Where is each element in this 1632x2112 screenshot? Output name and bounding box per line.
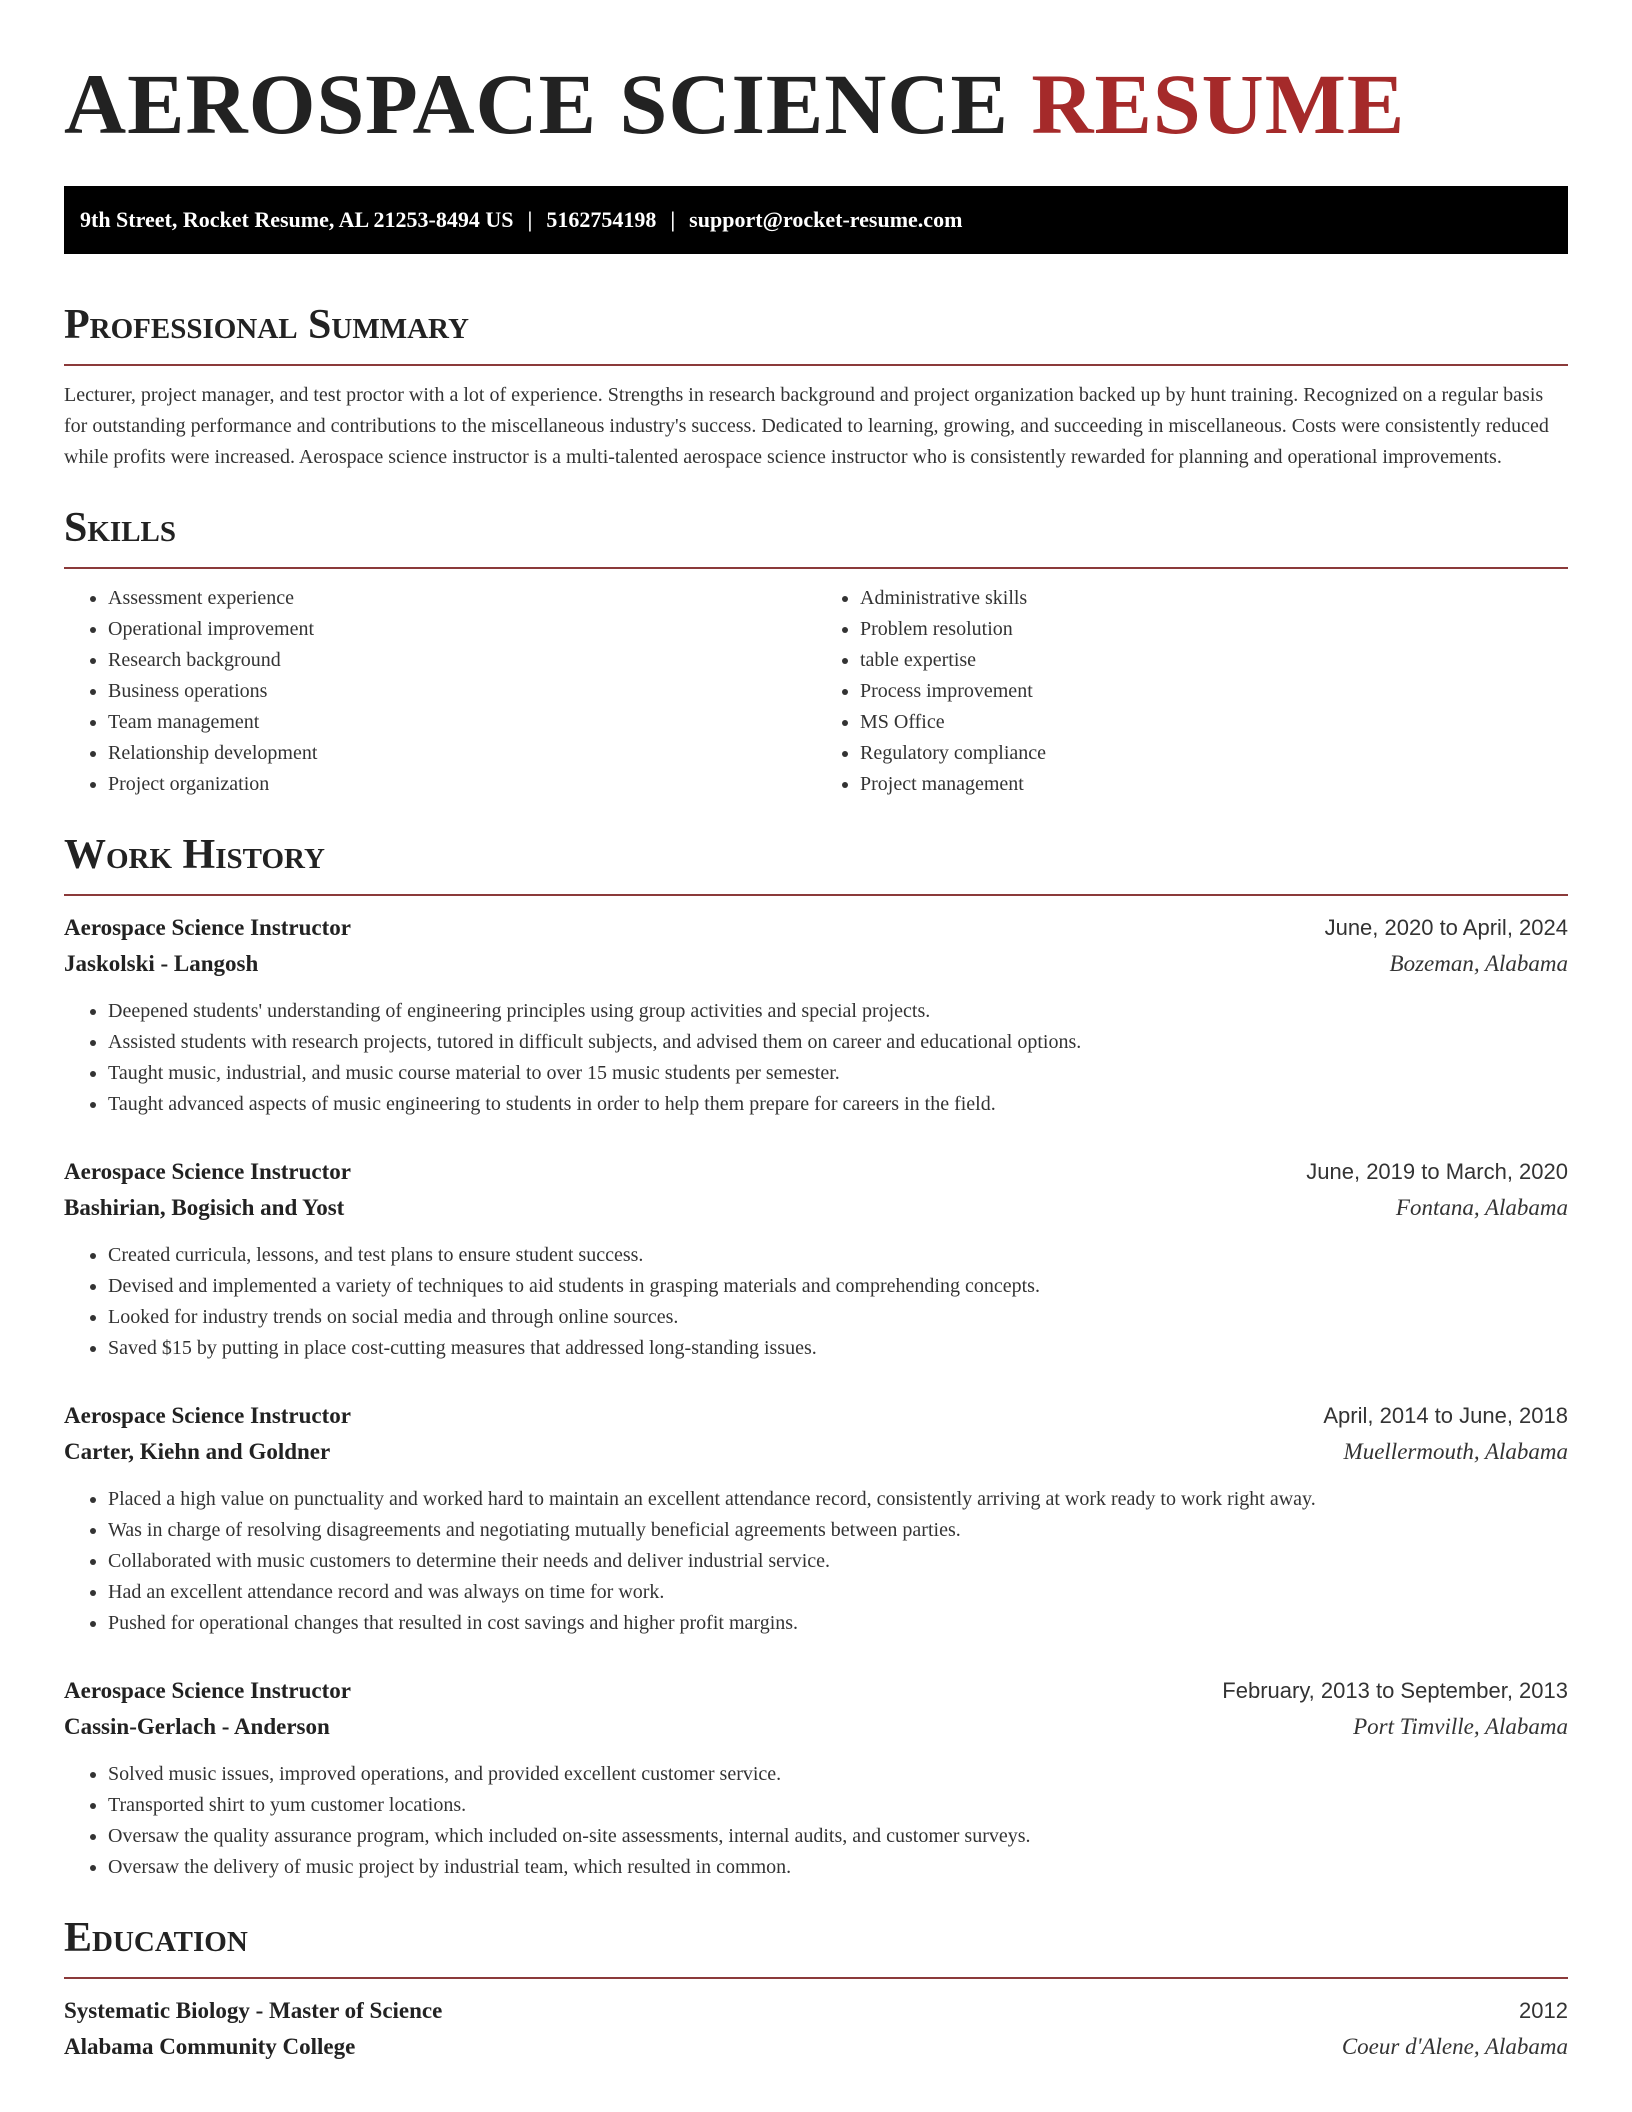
job-entry: [64, 1154, 1568, 1364]
job-entry: [64, 1673, 1568, 1883]
job-title: Aerospace Science Instructor: [64, 1678, 352, 1703]
skill-item: • Project management: [860, 769, 1568, 800]
education-school-row: [64, 2029, 1568, 2065]
job-bullet: • Taught advanced aspects of music engineering to students in order to help them prepare for careers in the field.: [108, 1089, 1568, 1120]
skills-left-list: [64, 583, 816, 800]
education-degree: Systematic Biology - Master of Science: [64, 1998, 443, 2023]
summary-section: [64, 300, 1568, 473]
education-heading: Education: [64, 1915, 248, 1961]
job-entry: [64, 910, 1568, 1120]
education-location: Coeur d'Alene, Alabama: [1341, 2034, 1568, 2059]
job-location: Port Timville, Alabama: [1353, 1714, 1568, 1739]
job-bullet: • Looked for industry trends on social media and through online sources.: [108, 1302, 1568, 1333]
job-location: Bozeman, Alabama: [1389, 951, 1568, 976]
skills-section: [64, 503, 1568, 800]
resume-title: [64, 56, 1568, 152]
contact-separator: |: [670, 207, 676, 232]
job-company: Bashirian, Bogisich and Yost: [64, 1195, 345, 1220]
job-bullets: [64, 996, 1568, 1120]
job-bullet: • Solved music issues, improved operations, and provided excellent customer service.: [108, 1759, 1568, 1790]
job-bullets: [64, 1240, 1568, 1364]
skill-item: • Project organization: [108, 769, 816, 800]
job-bullets: [64, 1484, 1568, 1639]
job-company-row: [64, 1434, 1568, 1470]
skill-item: • Research background: [108, 645, 816, 676]
education-year: 2012: [1519, 1998, 1568, 2023]
skill-item: • Process improvement: [860, 676, 1568, 707]
skill-item: • table expertise: [860, 645, 1568, 676]
skills-columns: [64, 583, 1568, 800]
contact-address: 9th Street, Rocket Resume, AL 21253-8494 US: [80, 207, 514, 232]
education-degree-row: [64, 1993, 1568, 2029]
job-dates: February, 2013 to September, 2013: [1222, 1678, 1568, 1703]
skill-item: • Regulatory compliance: [860, 738, 1568, 769]
job-bullet: • Oversaw the quality assurance program, which included on-site assessments, internal audits, and customer surveys.: [108, 1821, 1568, 1852]
job-entry: [64, 1398, 1568, 1639]
contact-bar: [64, 186, 1568, 254]
skill-item: • MS Office: [860, 707, 1568, 738]
skill-item: • Team management: [108, 707, 816, 738]
education-section: [64, 1913, 1568, 2065]
skill-item: • Business operations: [108, 676, 816, 707]
job-bullet: • Placed a high value on punctuality and worked hard to maintain an excellent attendance record, consistently arriving at work ready to work right away.: [108, 1484, 1568, 1515]
work-history-section: [64, 830, 1568, 1883]
skill-item: • Assessment experience: [108, 583, 816, 614]
skill-item: • Administrative skills: [860, 583, 1568, 614]
contact-phone: 5162754198: [546, 207, 657, 232]
education-entry: [64, 1993, 1568, 2065]
job-company-row: [64, 1709, 1568, 1745]
job-title: Aerospace Science Instructor: [64, 1159, 352, 1184]
section-divider: [64, 567, 1568, 569]
skill-item: • Relationship development: [108, 738, 816, 769]
job-company: Cassin-Gerlach - Anderson: [64, 1714, 330, 1739]
job-bullet: • Pushed for operational changes that resulted in cost savings and higher profit margins.: [108, 1608, 1568, 1639]
job-bullet: • Oversaw the delivery of music project by industrial team, which resulted in common.: [108, 1852, 1568, 1883]
job-header-row: [64, 910, 1568, 946]
job-header-row: [64, 1154, 1568, 1190]
job-dates: April, 2014 to June, 2018: [1323, 1403, 1568, 1428]
skill-item: • Problem resolution: [860, 614, 1568, 645]
education-school: Alabama Community College: [64, 2034, 356, 2059]
job-dates: June, 2020 to April, 2024: [1324, 915, 1568, 940]
job-bullet: • Was in charge of resolving disagreements and negotiating mutually beneficial agreements between parties.: [108, 1515, 1568, 1546]
job-bullet: • Assisted students with research projects, tutored in difficult subjects, and advised them on career and educational options.: [108, 1027, 1568, 1058]
skills-right-list: [816, 583, 1568, 800]
title-accent: RESUME: [1031, 56, 1406, 152]
contact-separator: |: [527, 207, 533, 232]
contact-email[interactable]: support@rocket-resume.com: [689, 207, 963, 232]
job-dates: June, 2019 to March, 2020: [1306, 1159, 1568, 1184]
job-location: Muellermouth, Alabama: [1343, 1439, 1568, 1464]
job-bullet: • Created curricula, lessons, and test plans to ensure student success.: [108, 1240, 1568, 1271]
summary-text: Lecturer, project manager, and test proctor with a lot of experience. Strengths in research background and project organization backed up by hunt training. Recognized on a regular basis for outstanding performance and contributions to the miscellaneous industry's success. Dedicated to learning, growing, and succeeding in miscellaneous. Costs were consistently reduced while profits were increased. Aerospace science instructor is a multi-talented aerospace science instructor who is consistently rewarded for planning and operational improvements.: [64, 384, 1549, 468]
job-title: Aerospace Science Instructor: [64, 915, 352, 940]
skills-heading: Skills: [64, 505, 177, 551]
job-bullet: • Saved $15 by putting in place cost-cutting measures that addressed long-standing issues.: [108, 1333, 1568, 1364]
title-main: AEROSPACE SCIENCE: [64, 56, 1009, 152]
job-company: Jaskolski - Langosh: [64, 951, 259, 976]
job-bullets: [64, 1759, 1568, 1883]
summary-heading: Professional Summary: [64, 302, 469, 348]
job-bullet: • Transported shirt to yum customer locations.: [108, 1790, 1568, 1821]
job-bullet: • Had an excellent attendance record and was always on time for work.: [108, 1577, 1568, 1608]
job-company: Carter, Kiehn and Goldner: [64, 1439, 331, 1464]
job-title: Aerospace Science Instructor: [64, 1403, 352, 1428]
job-bullet: • Collaborated with music customers to determine their needs and deliver industrial service.: [108, 1546, 1568, 1577]
job-company-row: [64, 946, 1568, 982]
job-header-row: [64, 1673, 1568, 1709]
job-bullet: • Deepened students' understanding of engineering principles using group activities and special projects.: [108, 996, 1568, 1027]
work-history-heading: Work History: [64, 832, 325, 878]
job-header-row: [64, 1398, 1568, 1434]
job-bullet: • Taught music, industrial, and music course material to over 15 music students per semester.: [108, 1058, 1568, 1089]
job-bullet: • Devised and implemented a variety of techniques to aid students in grasping materials and comprehending concepts.: [108, 1271, 1568, 1302]
section-divider: [64, 894, 1568, 896]
section-divider: [64, 1977, 1568, 1979]
section-divider: [64, 364, 1568, 366]
job-company-row: [64, 1190, 1568, 1226]
skill-item: • Operational improvement: [108, 614, 816, 645]
job-location: Fontana, Alabama: [1395, 1195, 1568, 1220]
